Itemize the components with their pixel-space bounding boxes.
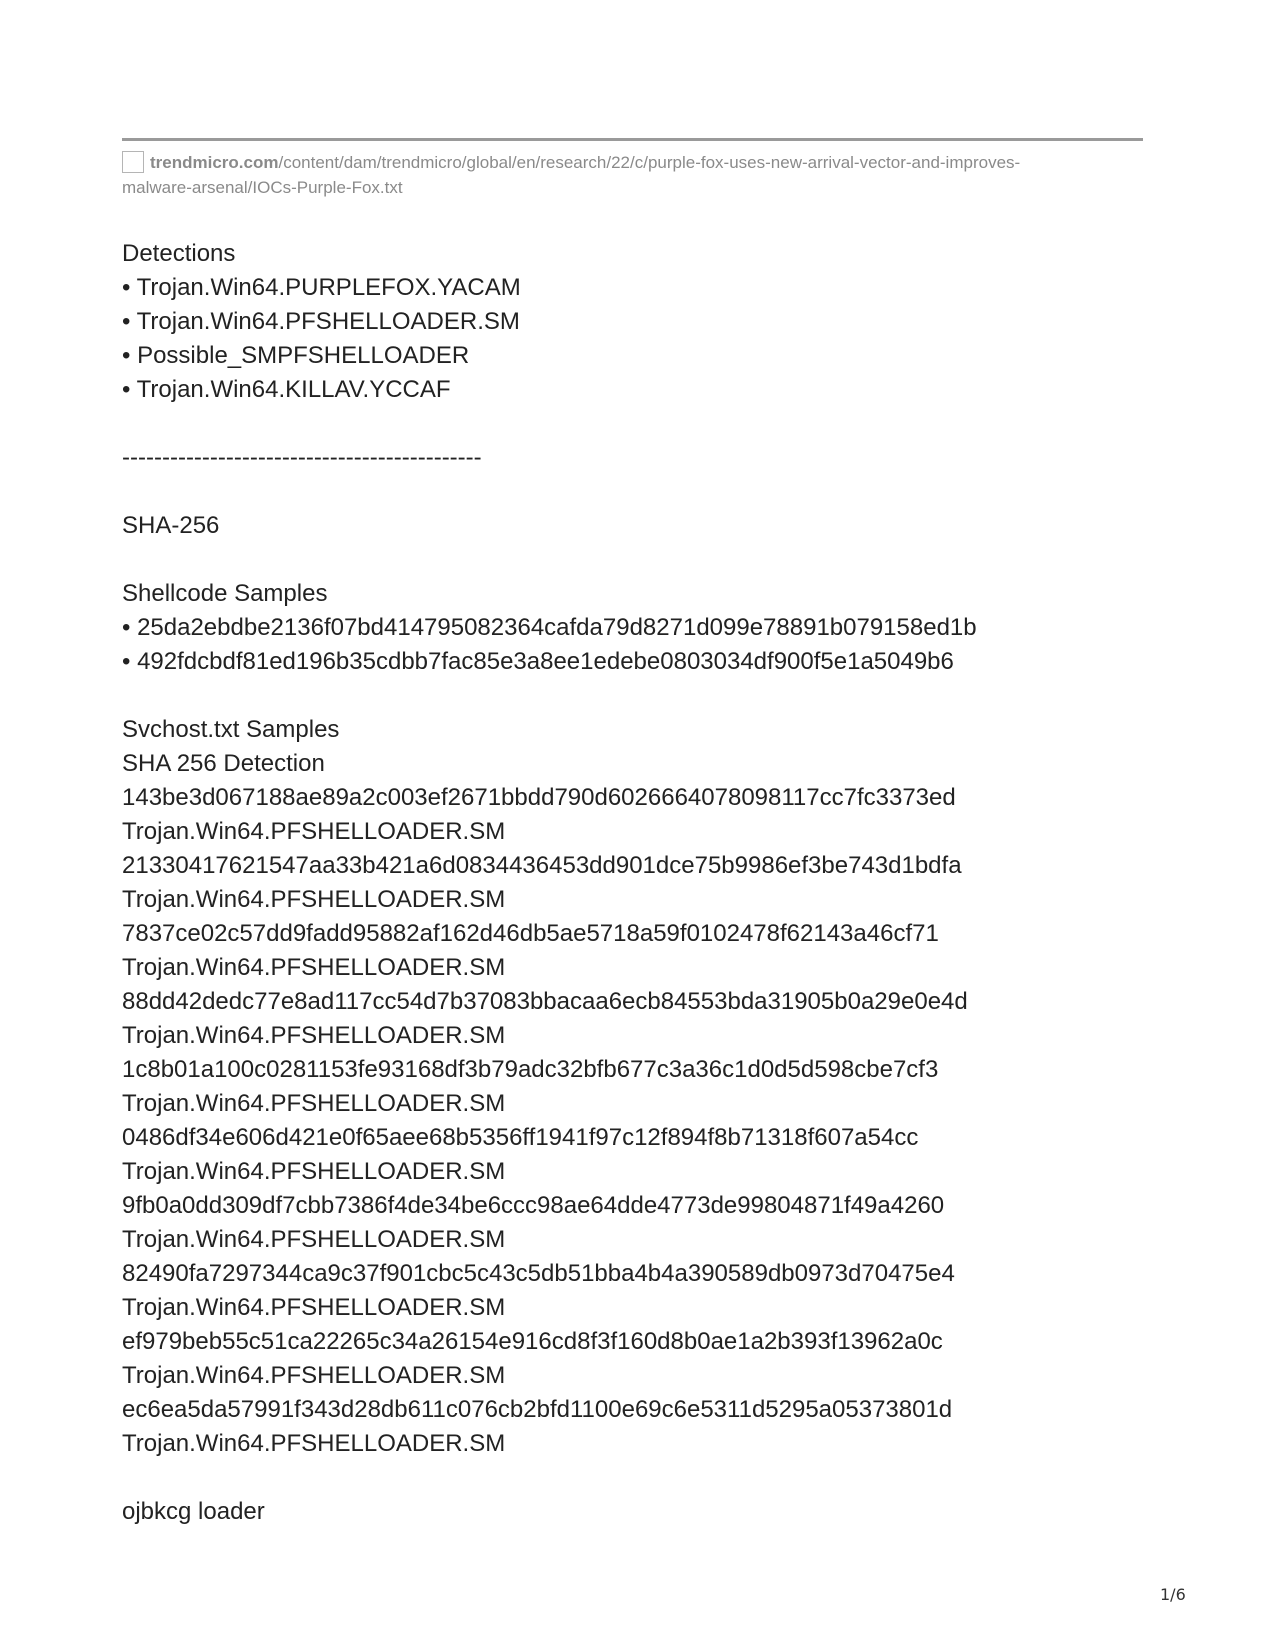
source-url[interactable]	[122, 150, 1143, 200]
detection-item: • Possible_SMPFSHELLOADER	[122, 342, 470, 369]
document-body	[122, 237, 1143, 1529]
sample-detection: Trojan.Win64.PFSHELLOADER.SM	[122, 1226, 506, 1253]
sample-hash: 9fb0a0dd309df7cbb7386f4de34be6ccc98ae64dde4773de99804871f49a4260	[122, 1192, 945, 1219]
sha-heading: SHA-256	[122, 512, 220, 539]
sample-detection: Trojan.Win64.PFSHELLOADER.SM	[122, 1430, 506, 1457]
sample-hash: 7837ce02c57dd9fadd95882af162d46db5ae5718a59f0102478f62143a46cf71	[122, 920, 939, 947]
separator-line: ---------------------------------------------	[122, 444, 482, 471]
sample-detection: Trojan.Win64.PFSHELLOADER.SM	[122, 1090, 506, 1117]
url-path-continued: malware-arsenal/IOCs-Purple-Fox.txt	[122, 178, 403, 197]
detection-item: • Trojan.Win64.PURPLEFOX.YACAM	[122, 274, 521, 301]
sample-hash: 88dd42dedc77e8ad117cc54d7b37083bbacaa6ecb84553bda31905b0a29e0e4d	[122, 988, 968, 1015]
svchost-columns: SHA 256 Detection	[122, 750, 325, 777]
page-number: 1/6	[1160, 1585, 1186, 1604]
favicon-icon	[122, 151, 144, 173]
sample-hash: 1c8b01a100c0281153fe93168df3b79adc32bfb677c3a36c1d0d5d598cbe7cf3	[122, 1056, 939, 1083]
sample-hash: ec6ea5da57991f343d28db611c076cb2bfd1100e69c6e5311d5295a05373801d	[122, 1396, 953, 1423]
sample-hash: 143be3d067188ae89a2c003ef2671bbdd790d6026664078098117cc7fc3373ed	[122, 784, 956, 811]
sample-hash: 21330417621547aa33b421a6d0834436453dd901dce75b9986ef3be743d1bdfa	[122, 852, 962, 879]
sample-detection: Trojan.Win64.PFSHELLOADER.SM	[122, 1022, 506, 1049]
url-domain: trendmicro.com	[150, 153, 279, 172]
sample-hash: 0486df34e606d421e0f65aee68b5356ff1941f97c12f894f8b71318f607a54cc	[122, 1124, 919, 1151]
sample-detection: Trojan.Win64.PFSHELLOADER.SM	[122, 1294, 506, 1321]
detections-title: Detections	[122, 240, 236, 267]
sample-hash: ef979beb55c51ca22265c34a26154e916cd8f3f160d8b0ae1a2b393f13962a0c	[122, 1328, 943, 1355]
detection-item: • Trojan.Win64.PFSHELLOADER.SM	[122, 308, 520, 335]
loader-heading: ojbkcg loader	[122, 1498, 265, 1525]
sample-detection: Trojan.Win64.PFSHELLOADER.SM	[122, 954, 506, 981]
url-path: /content/dam/trendmicro/global/en/research/22/c/purple-fox-uses-new-arrival-vector-and-improves-	[278, 153, 1021, 172]
shellcode-item: • 25da2ebdbe2136f07bd414795082364cafda79d8271d099e78891b079158ed1b	[122, 614, 977, 641]
sample-detection: Trojan.Win64.PFSHELLOADER.SM	[122, 818, 506, 845]
sample-hash: 82490fa7297344ca9c37f901cbc5c43c5db51bba4b4a390589db0973d70475e4	[122, 1260, 955, 1287]
header-rule	[122, 138, 1143, 141]
sample-detection: Trojan.Win64.PFSHELLOADER.SM	[122, 886, 506, 913]
detection-item: • Trojan.Win64.KILLAV.YCCAF	[122, 376, 451, 403]
svchost-title: Svchost.txt Samples	[122, 716, 340, 743]
sample-detection: Trojan.Win64.PFSHELLOADER.SM	[122, 1362, 506, 1389]
sample-detection: Trojan.Win64.PFSHELLOADER.SM	[122, 1158, 506, 1185]
shellcode-title: Shellcode Samples	[122, 580, 328, 607]
shellcode-item: • 492fdcbdf81ed196b35cdbb7fac85e3a8ee1edebe0803034df900f5e1a5049b6	[122, 648, 954, 675]
